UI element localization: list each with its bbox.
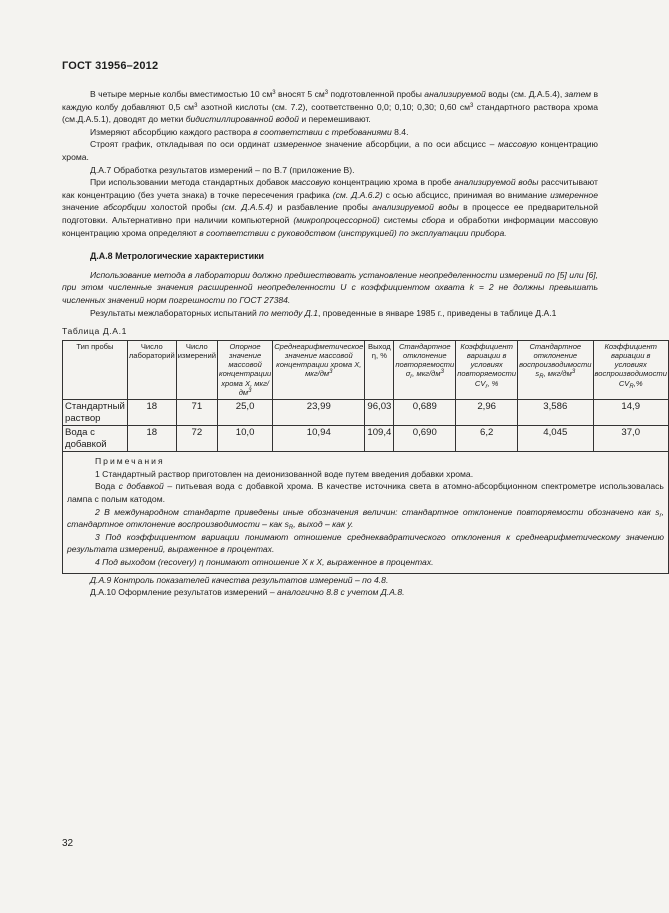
- table-header-row: [63, 340, 669, 399]
- paragraph-uncertainty: Использование метода в лаборатории должно предшествовать установление неопределенности измерений по [5] или [6], при этом численные значения расширенной неопределенности U с коэффициентом охвата k = 2 не должны превышать численных значений норм погрешности по ГОСТ 27384.: [62, 269, 598, 305]
- cell-reproducibility-sd: 3,586: [518, 399, 593, 425]
- header-reproducibility-cv: Коэффициент вариации в условиях воспроизводимости $CV_R,\%$: [593, 340, 668, 399]
- cell-labs: 18: [127, 426, 176, 452]
- paragraph-da7: Д.А.7 Обработка результатов измерений – по В.7 (приложение В).: [90, 164, 355, 175]
- cell-labs: 18: [127, 399, 176, 425]
- header-repeatability-cv: Коэффициент вариации в условиях повторяемости $CV_r$, %: [456, 340, 518, 399]
- cell-mean-value: 10,94: [273, 426, 365, 452]
- header-reproducibility-sd: Стандартное отклонение воспроизводимости $s_R$, мкг/$дм^3$: [518, 340, 593, 399]
- table-notes-row: [63, 452, 669, 573]
- header-yield: Выход η, %: [365, 340, 394, 399]
- cell-sample-type: Стандартный раствор: [63, 399, 128, 425]
- notes-title: Примечания: [95, 456, 165, 467]
- cell-reference-value: 25,0: [217, 399, 272, 425]
- cell-repeatability-sd: 0,689: [394, 399, 456, 425]
- note-3: 3 Под коэффициентом вариации понимают отношение среднеквадратического отклонения к среднеарифметическому значению результата измерений, выраженное в процентах.: [67, 531, 664, 555]
- table-notes: [63, 452, 669, 573]
- page-number: 32: [62, 838, 74, 849]
- header-mean-value: Среднеарифметическое значение массовой концентрации хрома X, мкг/$дм^3$: [273, 340, 365, 399]
- section-heading: Д.А.8 Метрологические характеристики: [90, 251, 265, 262]
- header-repeatability-sd: Стандартное отклонение повторяемости $\sigma_r$, мкг/$дм^3$: [394, 340, 456, 399]
- table-row: [63, 426, 669, 452]
- table-row: [63, 399, 669, 425]
- cell-reference-value: 10,0: [217, 426, 272, 452]
- cell-yield: 109,4: [365, 426, 394, 452]
- table-caption: Таблица Д.А.1: [62, 326, 127, 337]
- cell-measurements: 71: [176, 399, 217, 425]
- header-measurements: Число измерений: [176, 340, 217, 399]
- paragraph-da9: Д.А.9 Контроль показателей качества результатов измерений – по 4.8.: [90, 574, 389, 585]
- cell-reproducibility-cv: 37,0: [593, 426, 668, 452]
- header-labs: Число лабораторий: [127, 340, 176, 399]
- cell-reproducibility-cv: 14,9: [593, 399, 668, 425]
- cell-mean-value: 23,99: [273, 399, 365, 425]
- header-reference-value: Опорное значение массовой концентрации хрома X, мкг/$дм^3$: [217, 340, 272, 399]
- cell-reproducibility-sd: 4,045: [518, 426, 593, 452]
- results-table: [62, 340, 669, 574]
- note-4: 4 Под выходом (recovery) η понимают отношение X к X, выраженное в процентах.: [95, 557, 434, 568]
- cell-repeatability-cv: 6,2: [456, 426, 518, 452]
- cell-repeatability-sd: 0,690: [394, 426, 456, 452]
- paragraph-standard-additions: При использовании метода стандартных добавок массовую концентрацию хрома в пробе анализируемой воды рассчитывают как концентрацию (без учета знака) в точке пересечения графика (см. Д.А.6.2) с осью абсцисс, принимая во внимание измеренное значение абсорбции холостой пробы (см. Д.А.5.4) и разбавление пробы анализируемой воды в процессе ее предварительной подготовки. Альтернативно при наличии компьютерной (микропроцессорной) системы сбора и обработки информации массовую концентрацию хрома определяют в соответствии с руководством (инструкцией) по эксплуатации прибора.: [62, 177, 598, 238]
- paragraph-absorbance: Измеряют абсорбцию каждого раствора в соответствии с требованиями 8.4.: [90, 126, 409, 137]
- note-1: 1 Стандартный раствор приготовлен на деионизованной воде путем введения добавки хрома.: [95, 468, 474, 479]
- paragraph-da10: Д.А.10 Оформление результатов измерений – аналогично 8.8 с учетом Д.А.8.: [90, 587, 405, 598]
- standard-title: ГОСТ 31956–2012: [62, 60, 159, 72]
- paragraph-procedure: В четыре мерные колбы вместимостью 10 $см^3$ вносят 5 $см^3$ подготовленной пробы анализируемой воды (см. Д.А.5.4), затем в каждую колбу добавляют 0,5 $см^3$ азотной кислоты (см. 7.2), соответственно 0,0; 0,10; 0,30; 0,60 $см^3$ стандартного раствора хрома (см.Д.А.5.1), доводят до метки бидистиллированной водой и перемешивают.: [62, 89, 599, 125]
- cell-repeatability-cv: 2,96: [456, 399, 518, 425]
- paragraph-graph: Строят график, откладывая по оси ординат измеренное значение абсорбции, а по оси абсцисс – массовую концентрацию хрома.: [62, 139, 598, 162]
- cell-sample-type: Вода с добавкой: [63, 426, 128, 452]
- header-sample-type: Тип пробы: [63, 340, 128, 399]
- paragraph-interlab: Результаты межлабораторных испытаний по методу Д.1, проведенные в январе 1985 г., приведены в таблице Д.А.1: [90, 307, 557, 318]
- note-1-continued: Вода с добавкой – питьевая вода с добавкой хрома. В качестве источника света в атомно-абсорбционном спектрометре использовалась лампа с полым катодом.: [67, 481, 664, 505]
- document-body: [62, 88, 667, 599]
- note-2: 2 В международном стандарте приведены иные обозначения величин: стандартное отклонение повторяемости обозначено как $s_r$, стандартное отклонение воспроизводимости – как $s_R$, выход – как y.: [67, 506, 664, 532]
- cell-yield: 96,03: [365, 399, 394, 425]
- cell-measurements: 72: [176, 426, 217, 452]
